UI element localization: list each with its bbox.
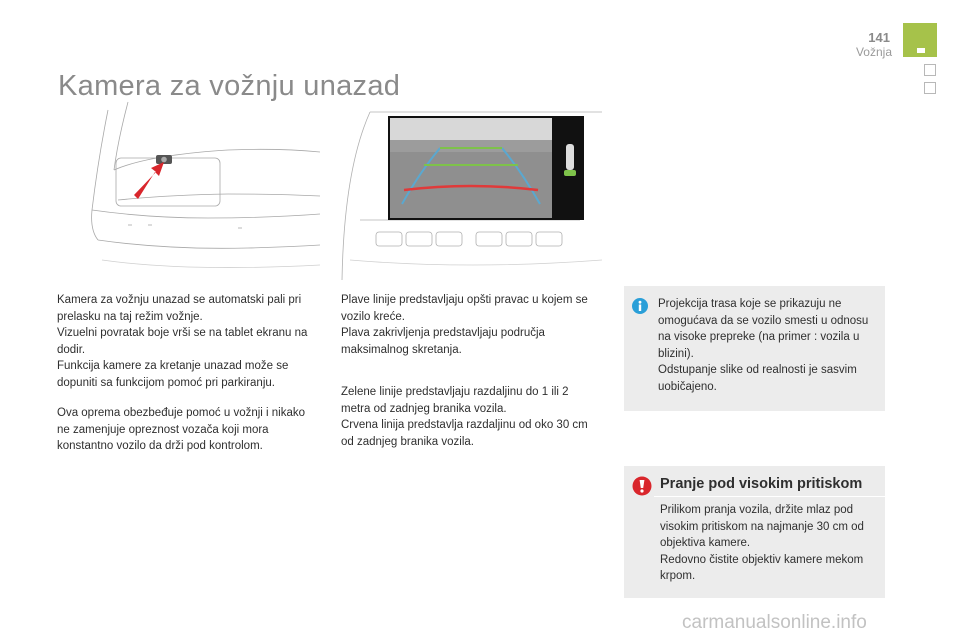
paragraph: Plave linije predstavljaju opšti pravac u kojem se vozilo kreće. Plava zakrivljenja predstavljaju područja maksimalnog skretanja. [341, 294, 588, 356]
tab-placeholder-box [924, 64, 936, 76]
warning-icon [632, 476, 652, 496]
watermark: carmanualsonline.info [682, 612, 867, 633]
paragraph: Kamera za vožnju unazad se automatski pali pri prelasku na taj režim vožnje. Vizuelni povratak boje vrši se na tablet ekranu na dodir. Funkcija kamere za kretanje unazad može se dopuniti sa funkcijom pomoć pri parkiranju. [57, 294, 308, 389]
chapter-label: Vožnja [855, 45, 892, 59]
pointer-arrow-icon [134, 162, 164, 199]
warning-title: Pranje pod visokim pritiskom [660, 476, 863, 492]
paragraph: Ova oprema obezbeđuje pomoć u vožnji i nikako ne zamenjuje opreznost vozača koji mora konstantno vozilo da drži pod kontrolom. [57, 407, 306, 452]
chapter-tab [903, 23, 937, 57]
info-box [624, 286, 885, 411]
screen-guidelines-illustration [340, 110, 602, 282]
text-column-middle [341, 292, 597, 464]
paragraph: Zelene linije predstavljaju razdaljinu do 1 ili 2 metra od zadnjeg branika vozila. Crvena linija predstavlja razdaljinu od oko 30 cm od zadnjeg branika vozila. [341, 386, 588, 448]
warning-text: Prilikom pranja vozila, držite mlaz pod visokim pritiskom na najmanje 30 cm od objektiva kamere. Redovno čistite objektiv kamere mekom krpom. [660, 504, 864, 582]
rear-camera-illustration [88, 100, 320, 280]
info-icon [632, 298, 648, 314]
info-text: Projekcija trasa koje se prikazuju ne omogućava da se vozilo smesti u odnosu na visoke prepreke (na primer : vozila u blizini). Odstupanje slike od realnosti je sasvim uobičajeno. [658, 298, 869, 393]
page-number: 141 [868, 30, 890, 45]
page-title: Kamera za vožnju unazad [58, 70, 401, 102]
tab-placeholder-box [924, 82, 936, 94]
text-column-left [57, 292, 315, 469]
tab-marker [917, 48, 925, 53]
warning-divider [654, 496, 885, 497]
warning-box [624, 466, 885, 598]
